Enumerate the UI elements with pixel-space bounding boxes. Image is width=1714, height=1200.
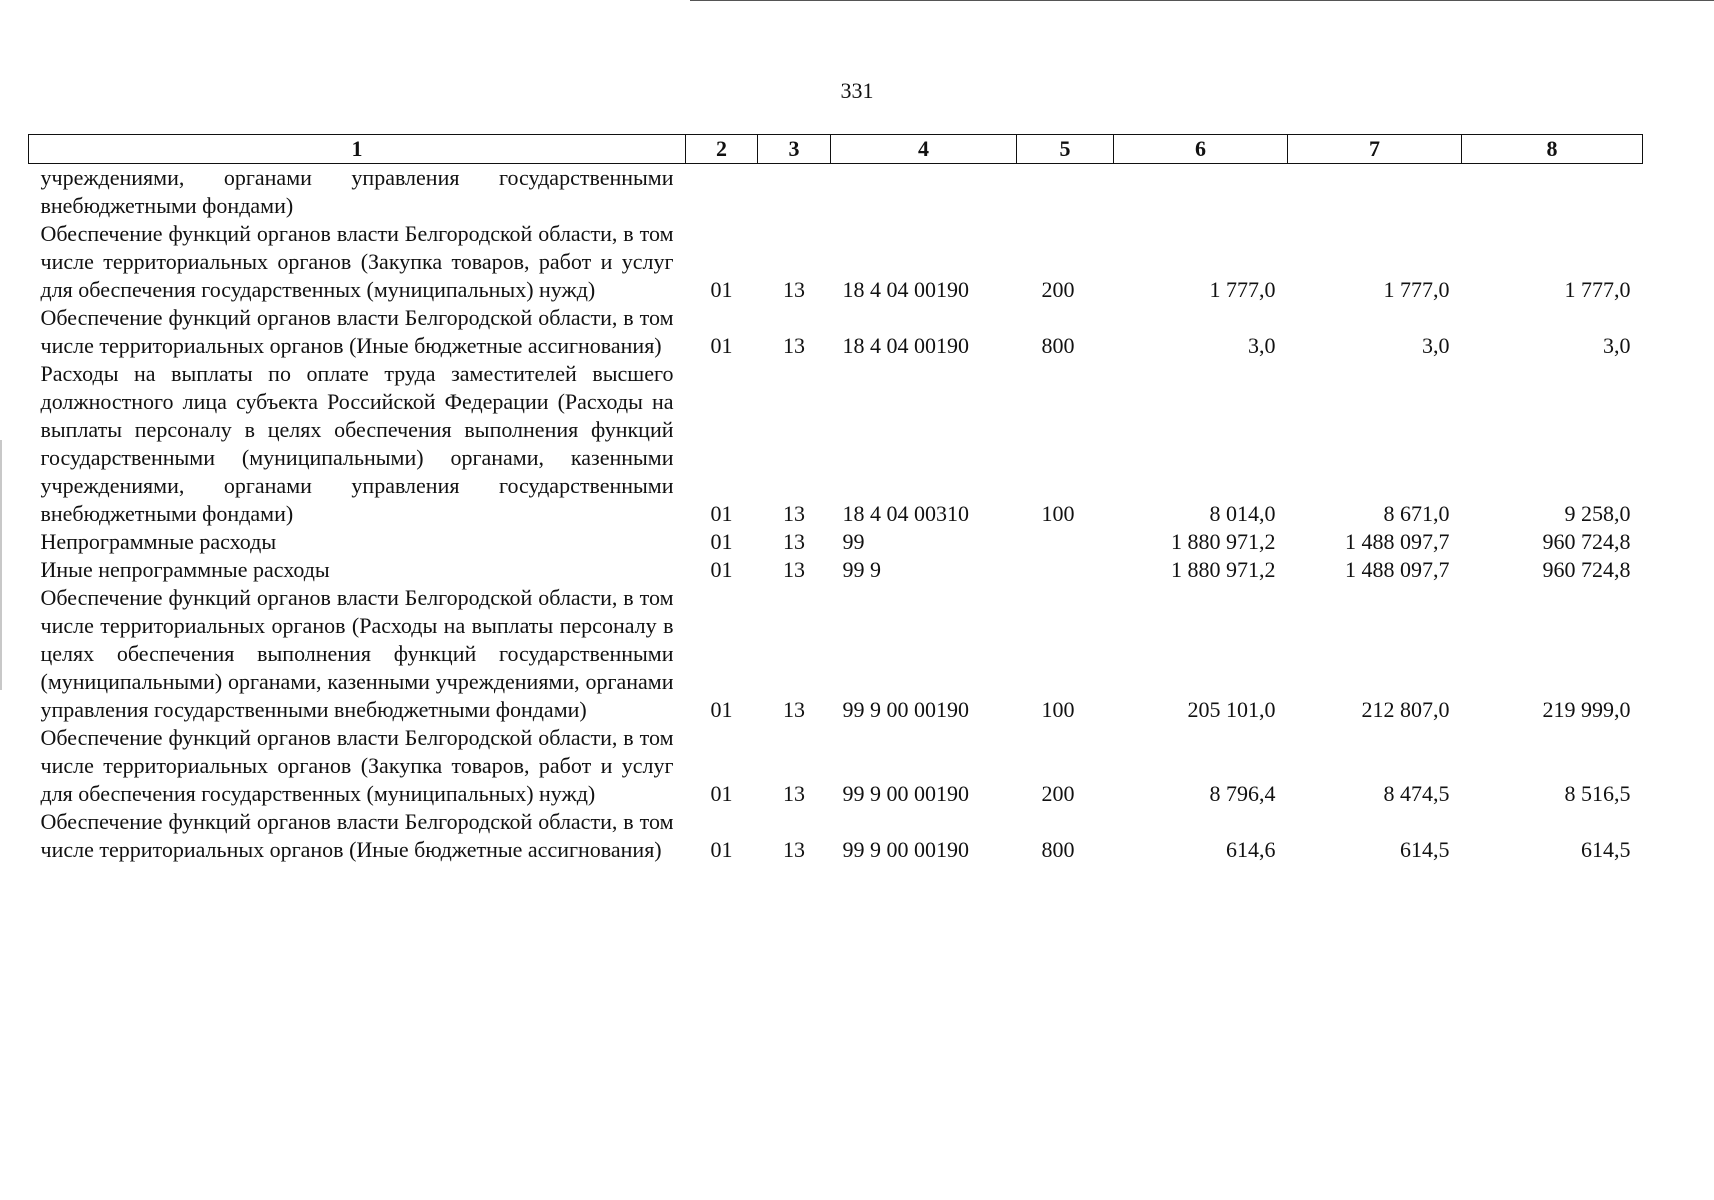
row-amount-2: 1 488 097,7 <box>1345 529 1450 554</box>
row-razdel: 01 <box>710 557 733 582</box>
row-razdel: 01 <box>710 697 733 722</box>
page-number: 331 <box>840 78 874 103</box>
table-row <box>29 360 1643 528</box>
row-razdel: 01 <box>710 501 733 526</box>
table-row <box>29 528 1643 556</box>
table-header <box>29 135 1643 164</box>
row-razdel: 01 <box>710 529 733 554</box>
row-amount-1: 1 880 971,2 <box>1171 529 1276 554</box>
row-razdel: 01 <box>710 277 733 302</box>
row-csr: 99 9 <box>842 557 881 582</box>
row-amount-1: 1 880 971,2 <box>1171 557 1276 582</box>
row-razdel: 01 <box>710 333 733 358</box>
scan-artifact-line <box>690 0 1714 1</box>
row-amount-2: 614,5 <box>1400 837 1450 862</box>
row-amount-3: 960 724,8 <box>1542 557 1631 582</box>
row-amount-3: 9 258,0 <box>1564 501 1631 526</box>
table-row <box>29 164 1643 221</box>
row-razdel <box>686 164 758 221</box>
row-amount-3: 3,0 <box>1603 333 1631 358</box>
row-podrazdel: 13 <box>783 837 805 862</box>
table-body <box>29 164 1643 865</box>
row-csr: 18 4 04 00190 <box>842 277 969 302</box>
row-amount-1: 8 014,0 <box>1209 501 1276 526</box>
row-podrazdel: 13 <box>783 557 805 582</box>
row-podrazdel: 13 <box>783 781 805 806</box>
row-amount-3 <box>1462 164 1643 221</box>
row-amount-2: 212 807,0 <box>1361 697 1450 722</box>
table-row <box>29 220 1643 304</box>
row-amount-2: 8 474,5 <box>1383 781 1450 806</box>
header-col-1: 1 <box>29 135 686 164</box>
row-razdel: 01 <box>710 837 733 862</box>
table-row <box>29 584 1643 724</box>
table-row <box>29 556 1643 584</box>
header-col-5: 5 <box>1017 135 1114 164</box>
row-vr: 800 <box>1041 333 1075 358</box>
row-csr: 99 9 00 00190 <box>842 781 969 806</box>
row-podrazdel: 13 <box>783 501 805 526</box>
row-amount-1 <box>1114 164 1288 221</box>
row-amount-1: 8 796,4 <box>1209 781 1276 806</box>
row-csr: 18 4 04 00190 <box>842 333 969 358</box>
row-amount-1: 614,6 <box>1226 837 1276 862</box>
table-row <box>29 724 1643 808</box>
row-description: учреждениями, органами управления государственными внебюджетными фондами) <box>40 165 674 218</box>
row-amount-3: 1 777,0 <box>1564 277 1631 302</box>
row-description: Обеспечение функций органов власти Белгородской области, в том числе территориальных органов (Иные бюджетные ассигнования) <box>40 305 674 358</box>
row-vr: 100 <box>1041 697 1075 722</box>
row-amount-3: 960 724,8 <box>1542 529 1631 554</box>
row-description: Расходы на выплаты по оплате труда заместителей высшего должностного лица субъекта Российской Федерации (Расходы на выплаты персоналу в целях обеспечения выполнения функций государственными (муниципальными) органами, казенными учреждениями, органами управления государственными внебюджетными фондами) <box>40 361 674 526</box>
row-amount-3: 8 516,5 <box>1564 781 1631 806</box>
row-amount-3: 219 999,0 <box>1542 697 1631 722</box>
row-vr <box>1017 164 1114 221</box>
row-vr: 200 <box>1041 781 1075 806</box>
row-csr <box>831 164 1017 221</box>
row-amount-2 <box>1288 164 1462 221</box>
row-vr <box>1017 556 1114 584</box>
header-col-2: 2 <box>686 135 758 164</box>
row-vr: 800 <box>1041 837 1075 862</box>
row-csr: 18 4 04 00310 <box>842 501 969 526</box>
row-vr: 100 <box>1041 501 1075 526</box>
row-vr: 200 <box>1041 277 1075 302</box>
header-col-4: 4 <box>831 135 1017 164</box>
row-description: Обеспечение функций органов власти Белгородской области, в том числе территориальных органов (Закупка товаров, работ и услуг для обеспечения государственных (муниципальных) нужд) <box>40 725 674 806</box>
budget-table <box>28 134 1643 864</box>
table-row <box>29 304 1643 360</box>
row-description: Обеспечение функций органов власти Белгородской области, в том числе территориальных органов (Расходы на выплаты персоналу в целях обеспечения выполнения функций государственными (муниципальными) органами, казенными учреждениями, органами управления государственными внебюджетными фондами) <box>40 585 674 722</box>
row-amount-2: 1 777,0 <box>1383 277 1450 302</box>
row-amount-1: 3,0 <box>1248 333 1276 358</box>
row-csr: 99 <box>842 529 865 554</box>
header-col-3: 3 <box>758 135 831 164</box>
row-description: Обеспечение функций органов власти Белгородской области, в том числе территориальных органов (Иные бюджетные ассигнования) <box>40 809 674 862</box>
header-col-7: 7 <box>1288 135 1462 164</box>
scan-artifact-edge <box>0 440 2 690</box>
row-csr: 99 9 00 00190 <box>842 697 969 722</box>
row-amount-2: 8 671,0 <box>1383 501 1450 526</box>
row-podrazdel: 13 <box>783 529 805 554</box>
row-amount-2: 1 488 097,7 <box>1345 557 1450 582</box>
row-csr: 99 9 00 00190 <box>842 837 969 862</box>
row-podrazdel <box>758 164 831 221</box>
row-podrazdel: 13 <box>783 697 805 722</box>
header-col-6: 6 <box>1114 135 1288 164</box>
row-description: Обеспечение функций органов власти Белгородской области, в том числе территориальных органов (Закупка товаров, работ и услуг для обеспечения государственных (муниципальных) нужд) <box>40 221 674 302</box>
row-description: Непрограммные расходы <box>40 529 277 554</box>
row-amount-2: 3,0 <box>1422 333 1450 358</box>
row-amount-1: 1 777,0 <box>1209 277 1276 302</box>
row-amount-1: 205 101,0 <box>1187 697 1276 722</box>
row-amount-3: 614,5 <box>1581 837 1631 862</box>
row-razdel: 01 <box>710 781 733 806</box>
table-row <box>29 808 1643 864</box>
row-vr <box>1017 528 1114 556</box>
row-description: Иные непрограммные расходы <box>40 557 330 582</box>
row-podrazdel: 13 <box>783 333 805 358</box>
row-podrazdel: 13 <box>783 277 805 302</box>
header-col-8: 8 <box>1462 135 1643 164</box>
header-row <box>29 135 1643 164</box>
